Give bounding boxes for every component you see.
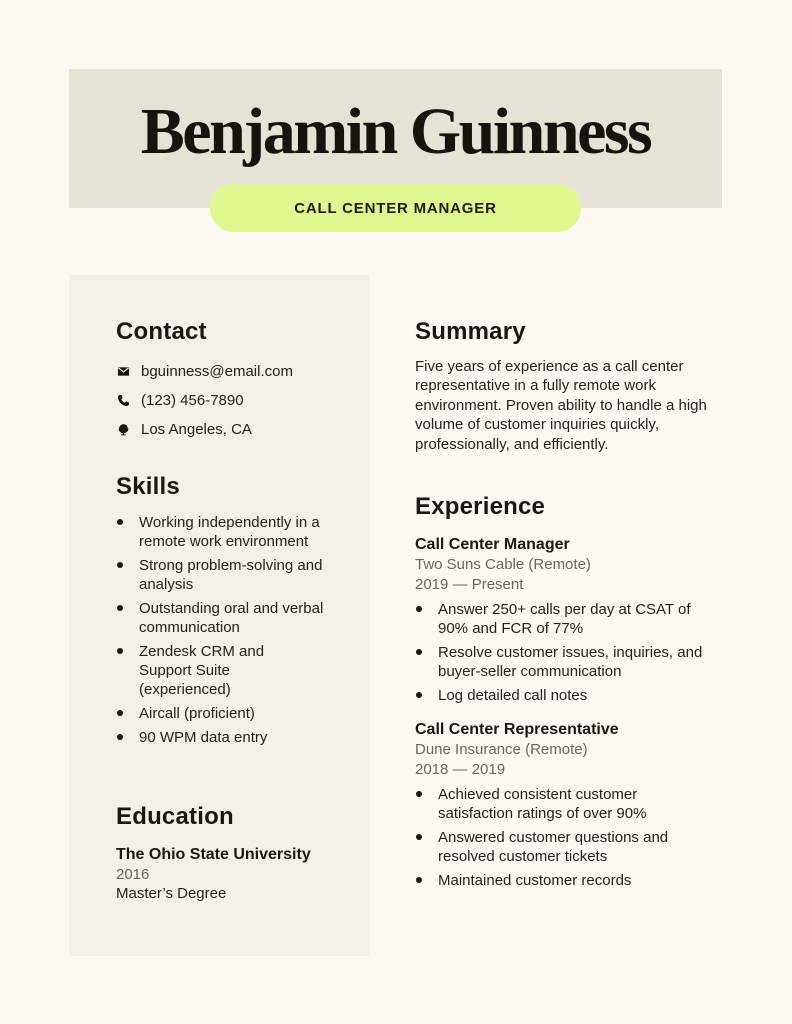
- education-school: The Ohio State University: [116, 846, 311, 863]
- job-bullet: Maintained customer records: [415, 871, 735, 890]
- summary-text: Five years of experience as a call center representative in a fully remote work environment. Proven ability to handle a high volume of customer inquiries quickly, professionally, and efficiently.: [415, 358, 707, 453]
- skill-item: Working independently in a remote work environment: [116, 513, 331, 551]
- job-title-badge: CALL CENTER MANAGER: [210, 184, 581, 232]
- contact-phone-text: (123) 456-7890: [141, 392, 244, 409]
- job-bullets: [415, 785, 735, 890]
- skills-list: [116, 513, 331, 752]
- skills-heading: Skills: [116, 473, 180, 500]
- job-dates: 2018 — 2019: [415, 761, 506, 778]
- phone-icon: [116, 394, 130, 408]
- skill-item: Strong problem-solving and analysis: [116, 556, 331, 594]
- job-bullets: [415, 600, 735, 705]
- contact-phone[interactable]: [116, 386, 293, 415]
- contact-heading: Contact: [116, 318, 207, 345]
- job-dates: 2019 — Present: [415, 576, 524, 593]
- job-bullet: Log detailed call notes: [415, 686, 735, 705]
- job-company: Dune Insurance (Remote): [415, 741, 588, 758]
- contact-email-text: bguinness@email.com: [141, 363, 293, 380]
- job-bullet: Answer 250+ calls per day at CSAT of 90% and FCR of 77%: [415, 600, 720, 638]
- job-bullet: Resolve customer issues, inquiries, and buyer-seller communication: [415, 643, 735, 681]
- education-year: 2016: [116, 866, 150, 883]
- education-degree: Master’s Degree: [116, 885, 227, 902]
- contact-list: [116, 357, 293, 444]
- skill-item: 90 WPM data entry: [116, 728, 331, 747]
- job-role: Call Center Manager: [415, 536, 570, 553]
- education-entry: [116, 845, 311, 904]
- job-role: Call Center Representative: [415, 721, 619, 738]
- job-company: Two Suns Cable (Remote): [415, 556, 591, 573]
- education-heading: Education: [116, 803, 234, 830]
- envelope-icon: [116, 365, 130, 379]
- experience-entry: [415, 535, 735, 710]
- skill-item: Aircall (proficient): [116, 704, 331, 723]
- globe-icon: [116, 423, 130, 437]
- contact-email[interactable]: [116, 357, 293, 386]
- experience-heading: Experience: [415, 493, 546, 520]
- job-bullet: Answered customer questions and resolved customer tickets: [415, 828, 705, 866]
- summary-heading: Summary: [415, 318, 526, 345]
- contact-location-text: Los Angeles, CA: [141, 421, 252, 438]
- candidate-name: Benjamin Guinness: [140, 95, 651, 168]
- skill-item: Zendesk CRM and Support Suite (experienced): [116, 642, 286, 699]
- experience-entry: [415, 720, 735, 895]
- job-bullet: Achieved consistent customer satisfaction ratings of over 90%: [415, 785, 685, 823]
- skill-item: Outstanding oral and verbal communication: [116, 599, 331, 637]
- contact-location: [116, 415, 293, 444]
